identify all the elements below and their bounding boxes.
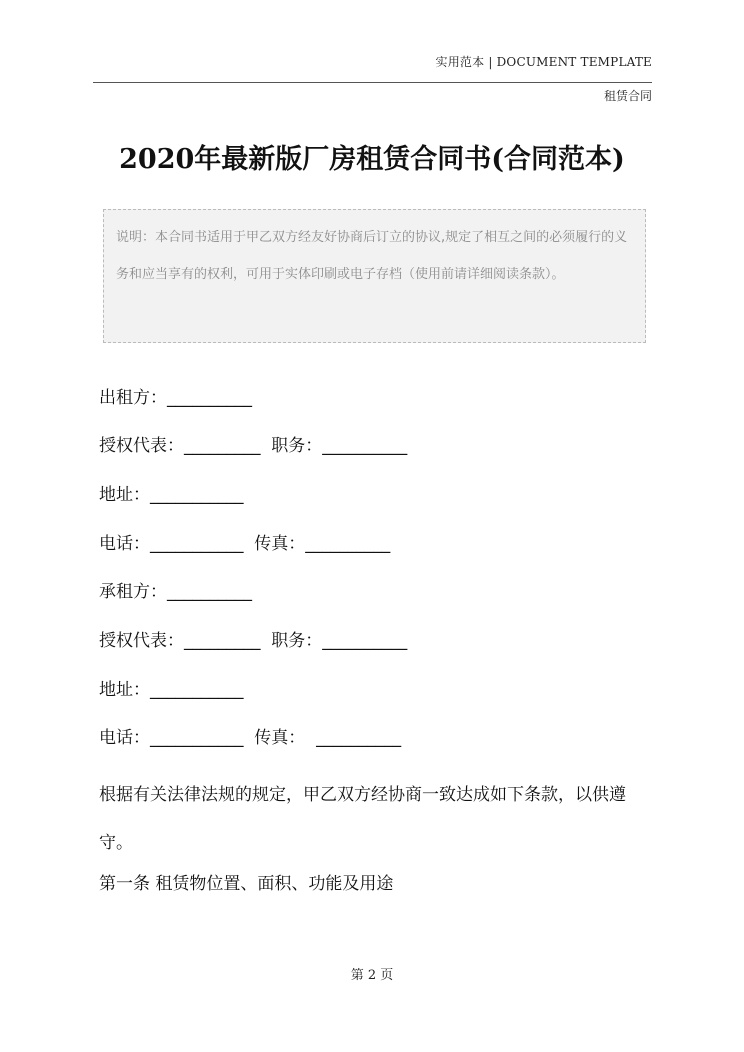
note-box xyxy=(103,209,646,343)
field-lessor-address: 地址：___________ xyxy=(99,485,244,505)
header-category: 租赁合同 xyxy=(603,89,652,103)
intro-paragraph: 根据有关法律法规的规定，甲乙双方经协商一致达成如下条款，以供遵守。 xyxy=(99,785,626,853)
header-label: 实用范本 | DOCUMENT TEMPLATE xyxy=(435,55,652,69)
field-lessee-representative: 授权代表：_________ 职务：__________ xyxy=(99,631,408,651)
field-lessee: 承租方：__________ xyxy=(99,582,252,602)
note-text: 说明：本合同书适用于甲乙双方经友好协商后订立的协议,规定了相互之间的必须履行的义务和应当享有的权利，可用于实体印刷或电子存档（使用前请详细阅读条款）。 xyxy=(116,230,628,282)
field-lessee-address: 地址：___________ xyxy=(99,680,244,700)
header-divider xyxy=(93,82,652,83)
field-lessor-representative: 授权代表：_________ 职务：__________ xyxy=(99,436,408,456)
page-number: 第 2 页 xyxy=(350,968,394,983)
field-lessor: 出租方：__________ xyxy=(99,388,252,408)
document-title: 2020年最新版厂房租赁合同书(合同范本) xyxy=(119,144,625,175)
field-lessee-phone: 电话：___________ 传真： __________ xyxy=(99,728,402,748)
article-1-heading: 第一条 租赁物位置、面积、功能及用途 xyxy=(99,874,394,894)
field-lessor-phone: 电话：___________ 传真：__________ xyxy=(99,534,391,554)
